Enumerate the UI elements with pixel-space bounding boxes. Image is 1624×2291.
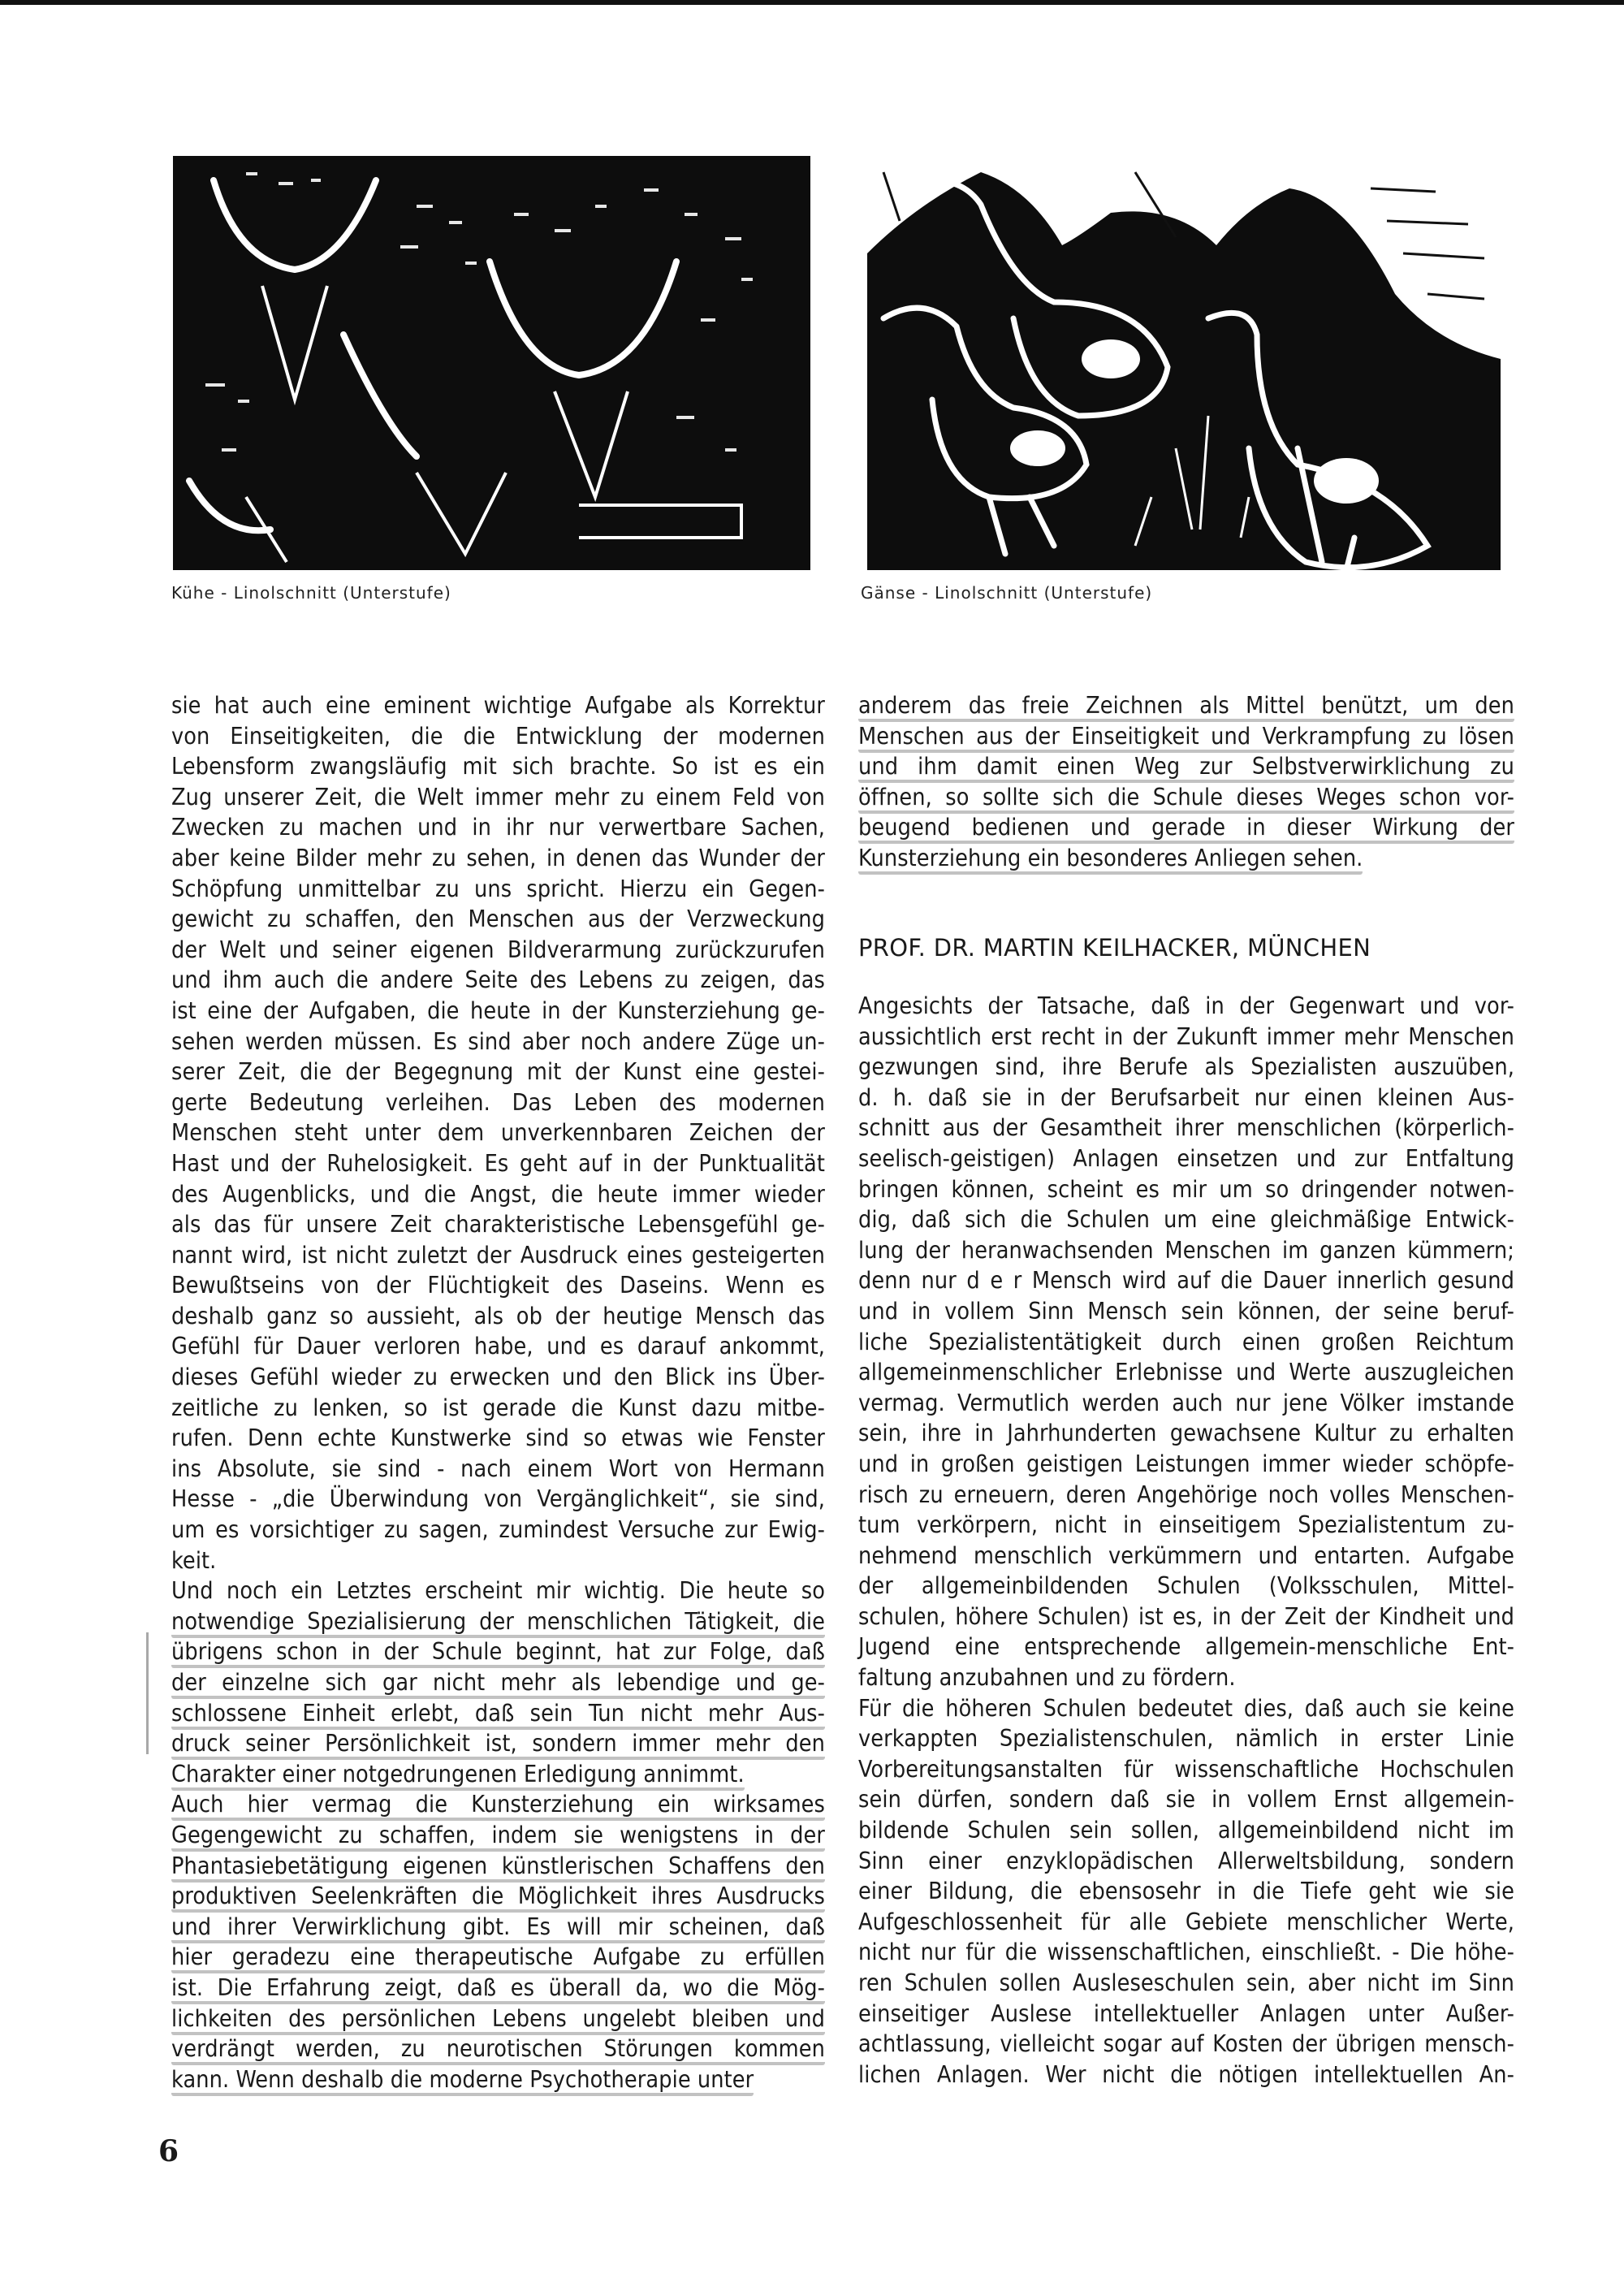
- text-line: einseitiger Auslese intellektueller Anlagen unter Außer-: [858, 1999, 1514, 2027]
- pencil-underline: anderem das freie Zeichnen als Mittel benützt, um den: [858, 692, 1514, 722]
- text-line: des Augenblicks, und die Angst, die heute immer wieder: [171, 1180, 825, 1208]
- text-line: tum verkörpern, nicht in einseitigem Spezialistentum zu-: [858, 1511, 1514, 1539]
- text-line: allgemeinmenschlicher Erlebnisse und Werte auszugleichen: [858, 1359, 1514, 1386]
- text-line: [171, 1759, 825, 1790]
- text-line: Hast und der Ruhelosigkeit. Es geht auf in der Punktualität: [171, 1149, 825, 1177]
- text-line: lichen Anlagen. Wer nicht die nötigen intellektuellen An-: [858, 2060, 1514, 2088]
- text-line: [171, 2004, 825, 2034]
- text-line: denn nur d e r Mensch wird auf die Dauer innerlich gesund: [858, 1267, 1514, 1295]
- text-line: serer Zeit, die der Begegnung mit der Kunst eine gestei-: [171, 1058, 825, 1086]
- text-line: [858, 751, 1514, 782]
- text-line: [171, 1912, 825, 1943]
- text-line: zeitliche zu lenken, so ist gerade die Kunst dazu mitbe-: [171, 1394, 825, 1421]
- text-line: Hesse - „die Überwindung von Vergänglichkeit“, sie sind,: [171, 1485, 825, 1513]
- text-line: vermag. Vermutlich werden auch nur jene Völker imstande: [858, 1389, 1514, 1416]
- text-line: einer Bildung, die ebensosehr in die Tiefe geht wie sie: [858, 1878, 1514, 1905]
- text-line: keit.: [171, 1546, 217, 1574]
- text-line: der Welt und seiner eigenen Bildverarmung zurückzurufen: [171, 936, 825, 963]
- text-line: Für die höheren Schulen bedeutet dies, daß auch sie keine: [858, 1694, 1514, 1722]
- text-line: dig, daß sich die Schulen um eine gleichmäßige Entwick-: [858, 1206, 1514, 1234]
- text-line: achtlassung, vielleicht sogar auf Kosten der übrigen mensch-: [858, 2030, 1514, 2058]
- text-line: verkappten Spezialistenschulen, nämlich in erster Linie: [858, 1725, 1514, 1753]
- pencil-underline: Phantasiebetätigung eigenen künstlerischen Schaffens den: [171, 1852, 825, 1883]
- text-line: nehmend menschlich verkümmern und entarten. Aufgabe: [858, 1541, 1514, 1569]
- text-line: Schöpfung unmittelbar zu uns spricht. Hierzu ein Gegen-: [171, 875, 825, 902]
- text-line: [171, 1881, 825, 1912]
- geese-linocut-icon: [867, 156, 1501, 570]
- pencil-underline: und ihm damit einen Weg zur Selbstverwirklichung zu: [858, 753, 1514, 783]
- pencil-underline: verdrängt werden, zu neurotischen Störungen kommen: [171, 2035, 825, 2065]
- text-line: Zug unserer Zeit, die Welt immer mehr zu einem Feld von: [171, 783, 825, 810]
- text-line: als das für unsere Zeit charakteristische Lebensgefühl ge-: [171, 1211, 825, 1238]
- text-line: Bewußtseins von der Flüchtigkeit des Daseins. Wenn es: [171, 1272, 825, 1299]
- text-line: liche Spezialistentätigkeit durch einen großen Reichtum: [858, 1328, 1514, 1355]
- text-line: Lebensform zwangsläufig mit sich brachte. So ist es ein: [171, 753, 825, 780]
- text-line: deshalb ganz so aussieht, als ob der heutige Mensch das: [171, 1302, 825, 1329]
- text-line: lung der heranwachsenden Menschen im ganzen kümmern;: [858, 1236, 1514, 1264]
- pencil-underline: druck seiner Persönlichkeit ist, sondern immer mehr den: [171, 1730, 825, 1760]
- text-line: Jugend eine entsprechende allgemein-menschliche Ent-: [858, 1633, 1514, 1661]
- text-line: Gefühl für Dauer verloren habe, und es darauf ankommt,: [171, 1333, 825, 1360]
- text-line: und in vollem Sinn Mensch sein können, der seine beruf-: [858, 1297, 1514, 1325]
- pencil-underline: Gegengewicht zu schaffen, indem sie wenigstens in der: [171, 1822, 825, 1852]
- text-line: sein dürfen, sondern daß sie in vollem Ernst allgemein-: [858, 1786, 1514, 1813]
- text-line: aber keine Bilder mehr zu sehen, in denen das Wunder der: [171, 844, 825, 871]
- text-line: um es vorsichtiger zu sagen, zumindest Versuche zur Ewig-: [171, 1516, 825, 1544]
- pencil-underline: lichkeiten des persönlichen Lebens ungelebt bleiben und: [171, 2005, 825, 2035]
- text-line: und ihm auch die andere Seite des Lebens zu zeigen, das: [171, 966, 825, 994]
- figure-caption-cows: Kühe - Linolschnitt (Unterstufe): [171, 583, 451, 603]
- text-line: schnitt aus der Gesamtheit ihrer menschlichen (körperlich-: [858, 1114, 1514, 1142]
- text-line: [171, 1789, 825, 1820]
- text-line: [858, 690, 1514, 721]
- text-line: [858, 812, 1514, 843]
- pencil-underline: öffnen, so sollte sich die Schule dieses Weges schon vor-: [858, 784, 1514, 814]
- pencil-underline: kann. Wenn deshalb die moderne Psychotherapie unter: [171, 2066, 754, 2096]
- text-line: sehen werden müssen. Es sind aber noch andere Züge un-: [171, 1027, 825, 1055]
- text-line: [171, 2034, 825, 2064]
- page-number: 6: [158, 2134, 179, 2168]
- pencil-underline: übrigens schon in der Schule beginnt, hat zur Folge, daß: [171, 1638, 825, 1668]
- text-line: risch zu erneuern, deren Angehörige noch volles Menschen-: [858, 1481, 1514, 1508]
- right-text-column-main: [858, 991, 1514, 2090]
- text-line: bringen können, scheint es mir um so dringender notwen-: [858, 1175, 1514, 1203]
- text-line: ist eine der Aufgaben, die heute in der Kunsterziehung ge-: [171, 996, 825, 1024]
- text-line: sein, ihre in Jahrhunderten gewachsene Kultur zu erhalten: [858, 1420, 1514, 1447]
- text-line: ins Absolute, sie sind - nach einem Wort von Hermann: [171, 1455, 825, 1482]
- text-line: aussichtlich erst recht in der Zukunft immer mehr Menschen: [858, 1022, 1514, 1050]
- text-line: [171, 1728, 825, 1759]
- right-text-column-continuation: [858, 690, 1514, 874]
- text-line: [858, 721, 1514, 752]
- text-line: Menschen steht unter dem unverkennbaren Zeichen der: [171, 1119, 825, 1147]
- pencil-underline: und ihrer Verwirklichung gibt. Es will mir scheinen, daß: [171, 1913, 825, 1943]
- figure-cows-linocut: [173, 156, 810, 570]
- text-line: [171, 1820, 825, 1851]
- pencil-underline: notwendige Spezialisierung der menschlichen Tätigkeit, die: [171, 1608, 825, 1638]
- text-line: [171, 1636, 825, 1667]
- text-line: sie hat auch eine eminent wichtige Aufgabe als Korrektur: [171, 692, 825, 719]
- text-line: Aufgeschlossenheit für alle Gebiete menschlicher Werte,: [858, 1908, 1514, 1935]
- text-line: gezwungen sind, ihre Berufe als Spezialisten auszuüben,: [858, 1053, 1514, 1081]
- text-line: Sinn einer enzyklopädischen Allerweltsbildung, sondern: [858, 1847, 1514, 1874]
- text-line: [858, 782, 1514, 813]
- text-line: und in großen geistigen Leistungen immer wieder schöpfe-: [858, 1450, 1514, 1477]
- text-line: gerte Bedeutung verleihen. Das Leben des modernen: [171, 1088, 825, 1116]
- pencil-underline: produktiven Seelenkräften die Möglichkeit ihres Ausdrucks: [171, 1883, 825, 1913]
- pencil-underline: schlossene Einheit erlebt, daß sein Tun nicht mehr Aus-: [171, 1700, 825, 1730]
- text-line: Zwecken zu machen und in ihr nur verwertbare Sachen,: [171, 814, 825, 841]
- figure-caption-geese: Gänse - Linolschnitt (Unterstufe): [861, 583, 1153, 603]
- text-line: ren Schulen sollen Ausleseschulen sein, aber nicht im Sinn: [858, 1969, 1514, 1996]
- text-line: [171, 1667, 825, 1698]
- text-line: rufen. Denn echte Kunstwerke sind so etwas wie Fenster: [171, 1424, 825, 1452]
- text-line: von Einseitigkeiten, die die Entwicklung der modernen: [171, 722, 825, 750]
- left-text-column: [171, 690, 825, 2094]
- pencil-margin-mark: [146, 1632, 149, 1754]
- text-line: [171, 2064, 825, 2095]
- cows-linocut-icon: [173, 156, 810, 570]
- pencil-underline: beugend bedienen und gerade in dieser Wirkung der: [858, 814, 1514, 844]
- author-heading: PROF. DR. MARTIN KEILHACKER, MÜNCHEN: [858, 934, 1371, 962]
- text-line: gewicht zu schaffen, den Menschen aus der Verzweckung: [171, 906, 825, 933]
- text-line: dieses Gefühl wieder zu erwecken und den Blick ins Über-: [171, 1364, 825, 1391]
- figure-geese-linocut: [867, 156, 1501, 570]
- pencil-underline: der einzelne sich gar nicht mehr als lebendige und ge-: [171, 1669, 825, 1699]
- text-line: nannt wird, ist nicht zuletzt der Ausdruck eines gesteigerten: [171, 1241, 825, 1269]
- pencil-underline: Auch hier vermag die Kunsterziehung ein wirksames: [171, 1791, 825, 1821]
- page-top-border: [0, 0, 1624, 5]
- text-line: [858, 843, 1514, 874]
- text-line: faltung anzubahnen und zu fördern.: [858, 1664, 1236, 1692]
- pencil-underline: Charakter einer notgedrungenen Erledigung annimmt.: [171, 1761, 745, 1791]
- text-line: [171, 1851, 825, 1882]
- text-line: [171, 1973, 825, 2004]
- pencil-underline: ist. Die Erfahrung zeigt, daß es überall da, wo die Mög-: [171, 1974, 825, 2004]
- text-line: nicht nur für die wissenschaftlichen, einschließt. - Die höhe-: [858, 1939, 1514, 1966]
- pencil-underline: Menschen aus der Einseitigkeit und Verkrampfung zu lösen: [858, 723, 1514, 753]
- pencil-underline: Kunsterziehung ein besonderes Anliegen sehen.: [858, 845, 1363, 875]
- pencil-underline: hier geradezu eine therapeutische Aufgabe zu erfüllen: [171, 1943, 825, 1973]
- text-line: Vorbereitungsanstalten für wissenschaftliche Hochschulen: [858, 1755, 1514, 1783]
- text-line: [171, 1606, 825, 1637]
- text-line: seelisch-geistigen) Anlagen einsetzen und zur Entfaltung: [858, 1144, 1514, 1172]
- text-line: d. h. daß sie in der Berufsarbeit nur einen kleinen Aus-: [858, 1083, 1514, 1111]
- text-line: bildende Schulen sein sollen, allgemeinbildend nicht im: [858, 1817, 1514, 1844]
- text-line: der allgemeinbildenden Schulen (Volksschulen, Mittel-: [858, 1572, 1514, 1600]
- text-line: schulen, höhere Schulen) ist es, in der Zeit der Kindheit und: [858, 1602, 1514, 1630]
- text-line: [171, 1698, 825, 1729]
- text-line: Angesichts der Tatsache, daß in der Gegenwart und vor-: [858, 992, 1514, 1019]
- text-line: Und noch ein Letztes erscheint mir wichtig. Die heute so: [171, 1577, 825, 1605]
- text-line: [171, 1942, 825, 1973]
